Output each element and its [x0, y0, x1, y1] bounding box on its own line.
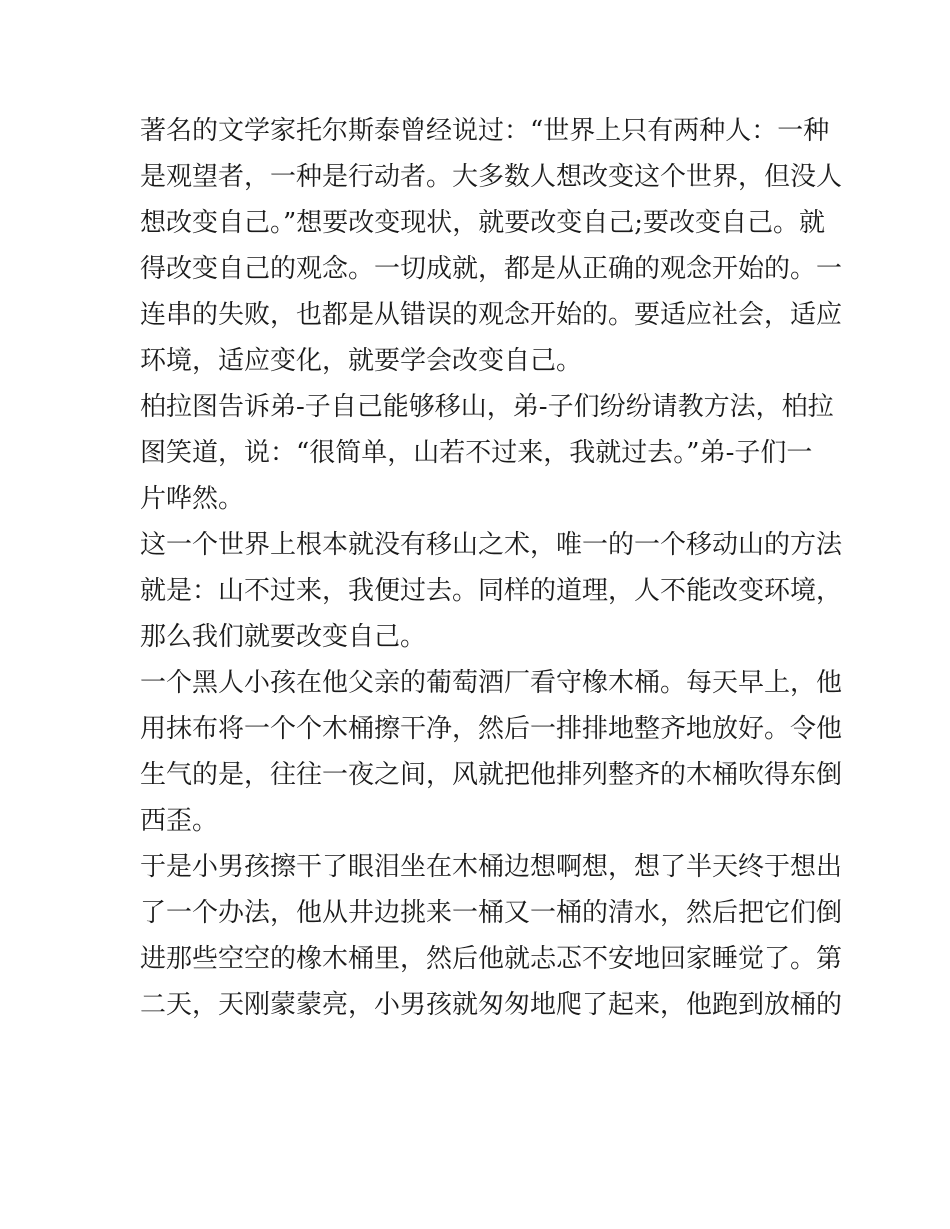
text-line: 连串的失败，也都是从错误的观念开始的。要适应社会，适应 — [140, 300, 843, 330]
text-line: 著名的文学家托尔斯泰曾经说过：“世界上只有两种人：一种 — [140, 116, 830, 146]
text-line: 了一个办法，他从井边挑来一桶又一桶的清水，然后把它们倒 — [140, 898, 843, 928]
text-line: 环境，适应变化，就要学会改变自己。 — [140, 346, 583, 376]
text-line: 就是：山不过来，我便过去。同样的道理，人不能改变环境， — [140, 576, 843, 606]
text-line: 柏拉图告诉弟-子自己能够移山，弟-子们纷纷请教方法，柏拉 — [140, 392, 834, 422]
text-line: 用抹布将一个个木桶擦干净，然后一排排地整齐地放好。令他 — [140, 714, 843, 744]
text-line: 想改变自己。”想要改变现状，就要改变自己;要改变自己。就 — [140, 208, 826, 238]
text-line: 是观望者，一种是行动者。大多数人想改变这个世界，但没人 — [140, 162, 843, 192]
text-line: 二天，天刚蒙蒙亮，小男孩就匆匆地爬了起来，他跑到放桶的 — [140, 990, 843, 1020]
text-line: 于是小男孩擦干了眼泪坐在木桶边想啊想，想了半天终于想出 — [140, 852, 843, 882]
text-line: 西歪。 — [140, 806, 219, 836]
text-line: 生气的是，往往一夜之间，风就把他排列整齐的木桶吹得东倒 — [140, 760, 843, 790]
document-body — [140, 108, 843, 1028]
text-line: 图笑道，说：“很简单，山若不过来，我就过去。”弟-子们一 — [140, 438, 813, 468]
paragraph-boy-idea — [140, 844, 843, 1028]
paragraph-wine-barrels — [140, 660, 843, 844]
text-line: 片哗然。 — [140, 484, 245, 514]
text-line: 这一个世界上根本就没有移山之术，唯一的一个移动山的方法 — [140, 530, 843, 560]
paragraph-tolstoy — [140, 108, 843, 384]
text-line: 一个黑人小孩在他父亲的葡萄酒厂看守橡木桶。每天早上，他 — [140, 668, 843, 698]
paragraph-plato — [140, 384, 834, 522]
text-line: 得改变自己的观念。一切成就，都是从正确的观念开始的。一 — [140, 254, 843, 284]
paragraph-move-mountain — [140, 522, 843, 660]
text-line: 进那些空空的橡木桶里，然后他就忐忑不安地回家睡觉了。第 — [140, 944, 843, 974]
text-line: 那么我们就要改变自己。 — [140, 622, 427, 652]
